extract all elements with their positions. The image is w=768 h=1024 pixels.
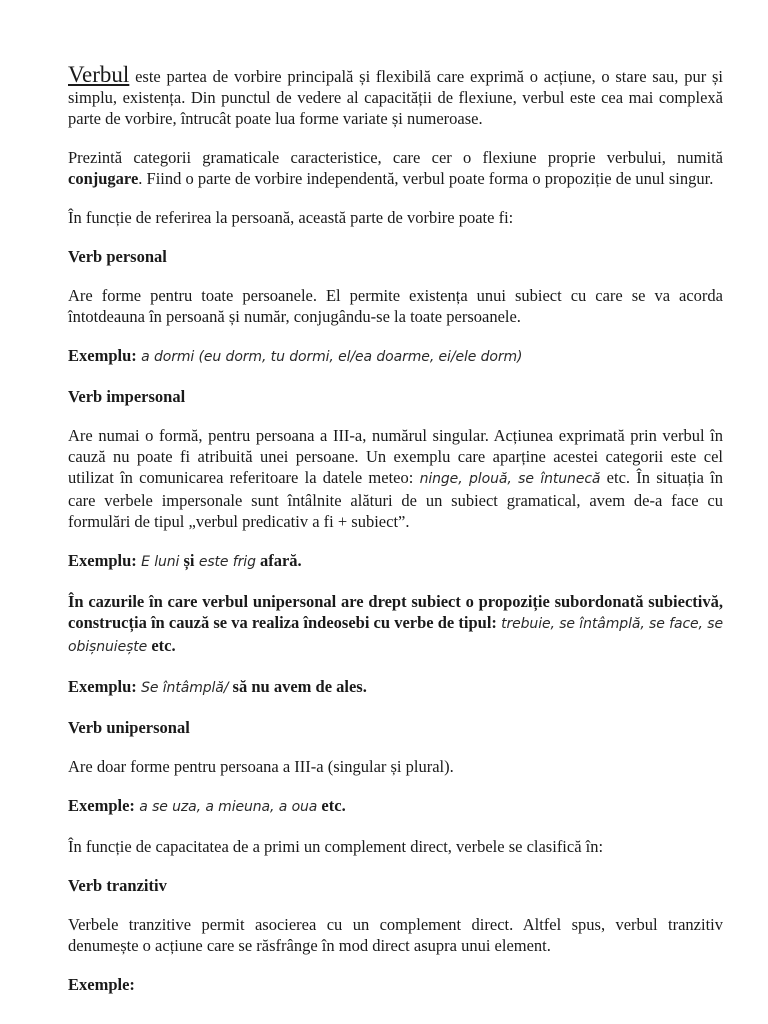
complement-paragraph: În funcție de capacitatea de a primi un complement direct, verbele se clasifică în: (68, 837, 604, 856)
example-text: este frig (194, 554, 256, 570)
example-label: Exemple: (68, 975, 135, 994)
subordinate-paragraph (68, 591, 723, 658)
unipersonal-paragraph: Are doar forme pentru persoana a III-a (singular și plural). (68, 757, 454, 776)
example-label: Exemplu: (68, 346, 137, 365)
example-text: E luni (136, 554, 180, 570)
example-label: Exemple: (68, 796, 135, 815)
text-run: afară. (255, 551, 302, 570)
intro-paragraph (68, 64, 723, 129)
text-run: Are numai o formă, pentru persoana a III-a, numărul singular. Acțiunea exprimată prin verbul în cauză nu poate fi atribuită unei persoane. Un exemplu care aparține acestei categorii este cel utilizat în comunicarea referitoare la datele meteo: (68, 426, 723, 487)
person-classification-paragraph: În funcție de referirea la persoană, această parte de vorbire poate fi: (68, 208, 514, 227)
document-page (68, 64, 723, 1013)
text-run: etc. În situația în care verbele impersonale sunt întâlnite alături de un subiect gramatical, avem de-a face cu formulări de tipul „verbul predicativ a fi + subiect”. (68, 468, 724, 531)
text-run: și (179, 551, 195, 570)
conjugation-paragraph (68, 147, 723, 189)
term-conjugare: conjugare (68, 169, 139, 188)
example-text: a dormi (eu dorm, tu dormi, el/ea doarme, ei/ele dorm) (136, 349, 523, 365)
title-word: Verbul (68, 62, 130, 87)
example-unipersonal (68, 795, 723, 818)
example-impersonal (68, 550, 723, 573)
example-words: ninge, plouă, se întunecă (419, 471, 601, 487)
example-text: a se uza, a mieuna, a oua (134, 799, 318, 815)
text-run: să nu avem de ales. (228, 677, 367, 696)
heading-verb-tranzitiv: Verb tranzitiv (68, 876, 167, 895)
example-subordinate (68, 676, 723, 699)
text-run: etc. (317, 796, 346, 815)
text-run: etc. (147, 636, 176, 655)
text-run: Prezintă categorii gramaticale caracteristice, care cer o flexiune proprie verbului, numită (68, 148, 723, 167)
example-tranzitiv (68, 974, 723, 995)
tranzitiv-paragraph: Verbele tranzitive permit asocierea cu un complement direct. Altfel spus, verbul tranzitiv denumește o acțiune care se răsfrânge în mod direct asupra unui element. (68, 915, 723, 955)
intro-text: este partea de vorbire principală și flexibilă care exprimă o acțiune, o stare sau, pur și simplu, existența. Din punctul de vedere al capacității de flexiune, verbul este cea mai complexă parte de vorbire, întrucât poate lua forme variate și numeroase. (68, 67, 723, 128)
personal-paragraph: Are forme pentru toate persoanele. El permite existența unui subiect cu care se va acorda întotdeauna în persoană și număr, conjugându-se la toate persoanele. (68, 286, 723, 326)
example-personal (68, 345, 723, 368)
heading-verb-personal: Verb personal (68, 247, 167, 266)
impersonal-paragraph (68, 425, 723, 532)
text-run: . Fiind o parte de vorbire independentă, verbul poate forma o propoziție de unul singur. (138, 169, 714, 188)
example-label: Exemplu: (68, 677, 137, 696)
example-words: trebuie, se întâmplă, se face, se obișnuiește (68, 616, 723, 655)
example-label: Exemplu: (68, 551, 137, 570)
text-run: În cazurile în care verbul unipersonal are drept subiect o propoziție subordonată subiectivă, construcția în cauză se va realiza îndeosebi cu verbe de tipul: (68, 592, 723, 632)
example-text: Se întâmplă/ (136, 680, 229, 696)
heading-verb-impersonal: Verb impersonal (68, 387, 186, 406)
heading-verb-unipersonal: Verb unipersonal (68, 718, 190, 737)
